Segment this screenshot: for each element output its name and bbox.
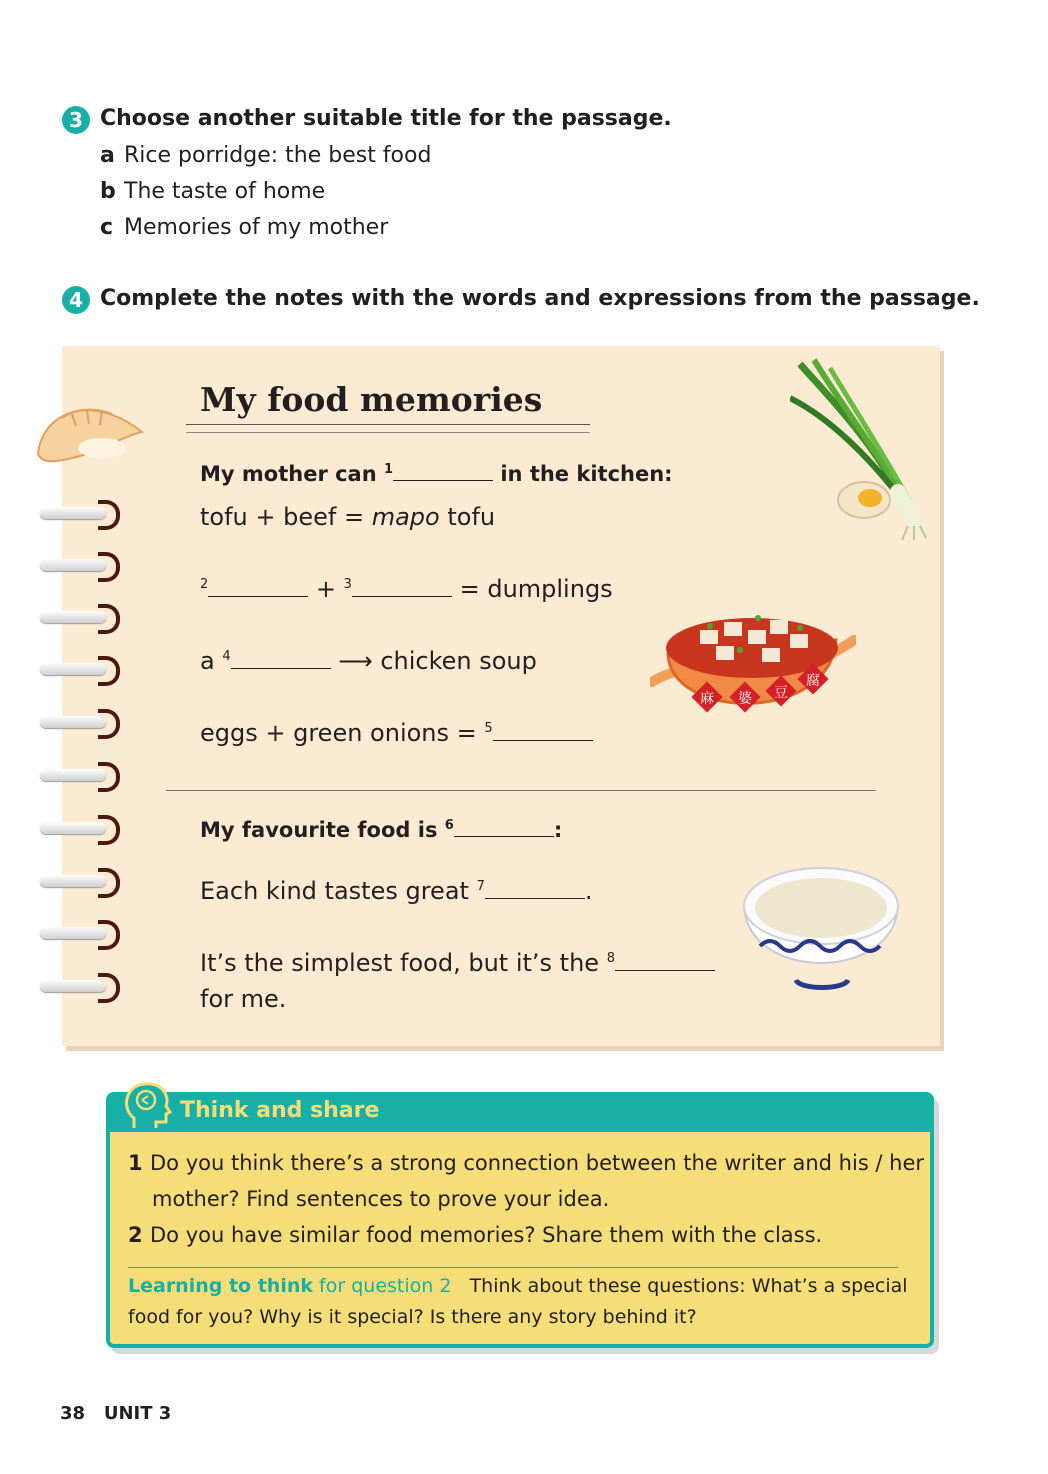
- question-number-badge: 3: [62, 106, 90, 134]
- option-a: [100, 143, 431, 168]
- title-underline: [186, 432, 590, 433]
- option-letter: c: [100, 215, 114, 240]
- learning-to-think-label: Learning to think: [128, 1275, 313, 1297]
- mapo-tofu-dish-illustration: [650, 600, 856, 740]
- notebook-ring: [40, 815, 120, 841]
- notes-text: :: [553, 818, 563, 842]
- section-divider: [166, 790, 876, 791]
- dumpling-illustration: [32, 392, 148, 472]
- notes-text: tofu: [447, 503, 496, 531]
- svg-text:豆: 豆: [774, 685, 788, 701]
- option-b: [100, 179, 325, 204]
- notebook-ring: [40, 709, 120, 735]
- page-number: 38: [60, 1403, 86, 1424]
- notes-line-7: [200, 949, 715, 977]
- unit-label: UNIT 3: [103, 1403, 172, 1424]
- blank-number: 4: [222, 649, 231, 664]
- title-underline: [186, 424, 590, 425]
- option-text: The taste of home: [124, 179, 326, 204]
- notebook-ring: [40, 500, 120, 526]
- notes-text: a: [200, 647, 215, 675]
- notebook-ring: [40, 920, 120, 946]
- learning-to-think-line-1: [128, 1275, 908, 1297]
- notes-text: eggs + green onions =: [200, 719, 477, 747]
- question-number: 1: [128, 1151, 143, 1175]
- notes-line-2: [200, 503, 495, 531]
- favourite-food-line: [200, 818, 562, 842]
- notes-line-3: [200, 575, 613, 603]
- option-text: Memories of my mother: [124, 215, 389, 240]
- question-text: Do you have similar food memories? Share them with the class.: [150, 1223, 823, 1247]
- option-c: [100, 215, 388, 240]
- option-letter: a: [100, 143, 115, 168]
- blank-number: 3: [343, 577, 352, 592]
- answer-blank[interactable]: [208, 595, 308, 597]
- rice-porridge-bowl-illustration: [740, 862, 902, 998]
- blank-number: 8: [606, 951, 615, 966]
- blank-number: 1: [384, 462, 394, 477]
- answer-blank[interactable]: [615, 969, 715, 971]
- question-title: Complete the notes with the words and expressions from the passage.: [100, 286, 980, 311]
- answer-blank[interactable]: [352, 595, 452, 597]
- notes-text: = dumplings: [459, 575, 613, 603]
- svg-text:麻: 麻: [700, 691, 714, 707]
- learning-divider: [128, 1267, 898, 1268]
- notes-text: chicken soup: [380, 647, 537, 675]
- notes-text: in the kitchen:: [500, 462, 673, 486]
- question-text: Do you think there’s a strong connection between the writer and his / her: [150, 1151, 925, 1175]
- svg-text:腐: 腐: [806, 673, 820, 689]
- notes-text: My mother can: [200, 462, 377, 486]
- question-number-badge: 4: [62, 286, 90, 314]
- answer-blank[interactable]: [493, 739, 593, 741]
- notes-line-1: [200, 462, 673, 486]
- blank-number: 7: [476, 879, 485, 894]
- discussion-question-1-continued: mother? Find sentences to prove your idea.: [152, 1187, 610, 1211]
- discussion-question-1: [128, 1151, 924, 1175]
- answer-blank[interactable]: [393, 479, 493, 481]
- notebook-ring: [40, 552, 120, 578]
- notes-text: .: [584, 877, 593, 905]
- blank-number: 2: [200, 577, 209, 592]
- notebook-ring: [40, 604, 120, 630]
- question-number: 2: [128, 1223, 143, 1247]
- notes-title: My food memories: [200, 380, 543, 419]
- answer-blank[interactable]: [485, 897, 585, 899]
- notes-line-8: for me.: [200, 985, 287, 1013]
- answer-blank[interactable]: [454, 835, 554, 837]
- learning-to-think-line-2: food for you? Why is it special? Is there any story behind it?: [128, 1306, 697, 1328]
- notes-text: My favourite food is: [200, 818, 438, 842]
- notebook-ring: [40, 656, 120, 682]
- option-text: Rice porridge: the best food: [124, 143, 432, 168]
- learning-to-think-text: Think about these questions: What’s a special: [469, 1275, 908, 1297]
- answer-blank[interactable]: [231, 667, 331, 669]
- notes-text: Each kind tastes great: [200, 877, 469, 905]
- discussion-question-2: [128, 1223, 822, 1247]
- arrow-icon: ⟶: [338, 647, 373, 675]
- notebook-ring: [40, 973, 120, 999]
- think-and-share-title: Think and share: [180, 1098, 380, 1123]
- notes-italic-text: mapo: [371, 503, 440, 531]
- notes-text: It’s the simplest food, but it’s the: [200, 949, 600, 977]
- notes-line-6: [200, 877, 593, 905]
- notes-text: +: [315, 575, 337, 603]
- question-title: Choose another suitable title for the passage.: [100, 106, 672, 131]
- notes-text: tofu + beef =: [200, 503, 365, 531]
- learning-to-think-target: for question 2: [319, 1275, 452, 1297]
- head-share-icon: [120, 1078, 176, 1134]
- option-letter: b: [100, 179, 116, 204]
- blank-number: 5: [484, 721, 493, 736]
- svg-text:婆: 婆: [738, 691, 752, 707]
- page-footer: [60, 1403, 171, 1424]
- notes-line-5: [200, 719, 593, 747]
- green-onion-illustration: [790, 358, 930, 542]
- blank-number: 6: [444, 818, 454, 833]
- notebook-ring: [40, 868, 120, 894]
- notebook-ring: [40, 762, 120, 788]
- notes-line-4: [200, 647, 537, 675]
